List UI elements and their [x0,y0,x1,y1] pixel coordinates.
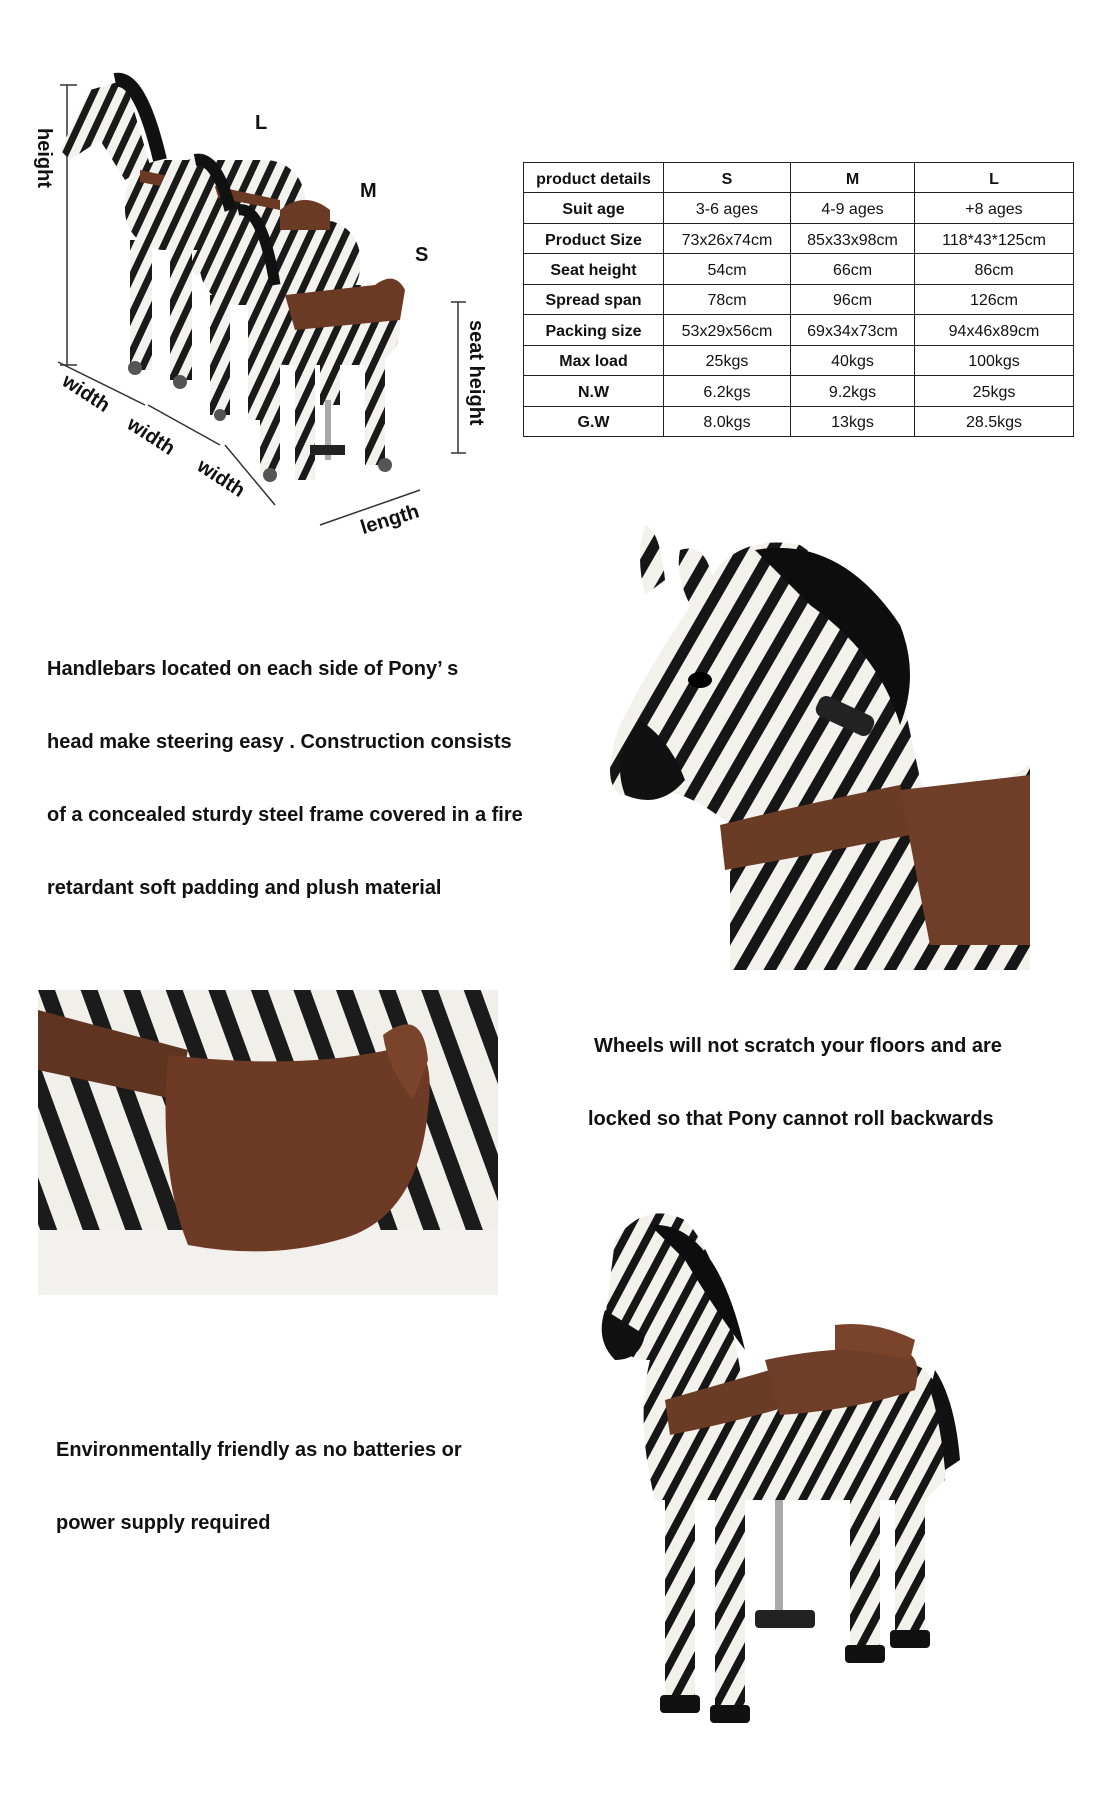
zebra-full-body-photo [595,1200,995,1740]
handlebars-description [47,633,523,925]
width-label-large: width [58,370,114,417]
spec-row-label: Product Size [524,223,664,253]
seat-height-label: seat height [465,320,487,426]
spec-row-label: Max load [524,345,664,375]
spec-row-label: N.W [524,376,664,406]
spec-cell: 66cm [791,254,915,284]
spec-row-label: Spread span [524,284,664,314]
spec-cell: 100kgs [915,345,1074,375]
spec-cell: 53x29x56cm [664,315,791,345]
saddle-closeup-photo [38,990,498,1295]
spec-header-cell: M [791,163,915,193]
spec-cell: 54cm [664,254,791,284]
spec-row-label: Suit age [524,193,664,223]
spec-row [524,284,1074,314]
spec-header-cell: S [664,163,791,193]
spec-cell: 126cm [915,284,1074,314]
spec-cell: 86cm [915,254,1074,284]
spec-row [524,406,1074,437]
spec-cell: 40kgs [791,345,915,375]
spec-cell: 96cm [791,284,915,314]
spec-row [524,315,1074,345]
zebra-sizes-diagram-image [30,70,470,540]
spec-cell: 3-6 ages [664,193,791,223]
spec-row-label: Packing size [524,315,664,345]
spec-cell: 73x26x74cm [664,223,791,253]
spec-cell: 13kgs [791,406,915,437]
spec-cell: 94x46x89cm [915,315,1074,345]
spec-row [524,254,1074,284]
handlebars-line: Handlebars located on each side of Pony’ s [47,658,459,680]
spec-cell: 4-9 ages [791,193,915,223]
eco-line: Environmentally friendly as no batteries or [56,1439,462,1461]
handlebars-line: retardant soft padding and plush material [47,877,442,899]
spec-cell: 25kgs [915,376,1074,406]
spec-cell: 78cm [664,284,791,314]
handlebars-line: of a concealed sturdy steel frame covered in a fire [47,804,523,826]
zebra-head-photo [600,525,1030,970]
size-letter-s: S [415,244,429,266]
spec-row [524,345,1074,375]
spec-header-cell: product details [524,163,664,193]
spec-cell: 118*43*125cm [915,223,1074,253]
width-label-medium: width [123,413,179,460]
height-label: height [33,128,55,188]
spec-row [524,223,1074,253]
wheels-description [588,1010,1002,1156]
size-letter-l: L [255,112,268,134]
spec-cell: +8 ages [915,193,1074,223]
wheels-line: Wheels will not scratch your floors and are [594,1035,1002,1057]
spec-header-cell: L [915,163,1074,193]
spec-row [524,376,1074,406]
spec-cell: 28.5kgs [915,406,1074,437]
size-letter-m: M [360,180,377,202]
spec-cell: 25kgs [664,345,791,375]
spec-row-label: Seat height [524,254,664,284]
eco-line: power supply required [56,1512,271,1534]
eco-description [56,1414,462,1560]
spec-cell: 8.0kgs [664,406,791,437]
spec-row [524,193,1074,223]
length-label: length [358,500,422,540]
spec-cell: 69x34x73cm [791,315,915,345]
spec-table [523,162,1074,437]
width-label-small: width [193,455,249,502]
spec-cell: 6.2kgs [664,376,791,406]
spec-cell: 9.2kgs [791,376,915,406]
wheels-line: locked so that Pony cannot roll backwards [588,1108,994,1130]
spec-row-label: G.W [524,406,664,437]
handlebars-line: head make steering easy . Construction consists [47,731,512,753]
spec-cell: 85x33x98cm [791,223,915,253]
spec-header-row [524,163,1074,193]
